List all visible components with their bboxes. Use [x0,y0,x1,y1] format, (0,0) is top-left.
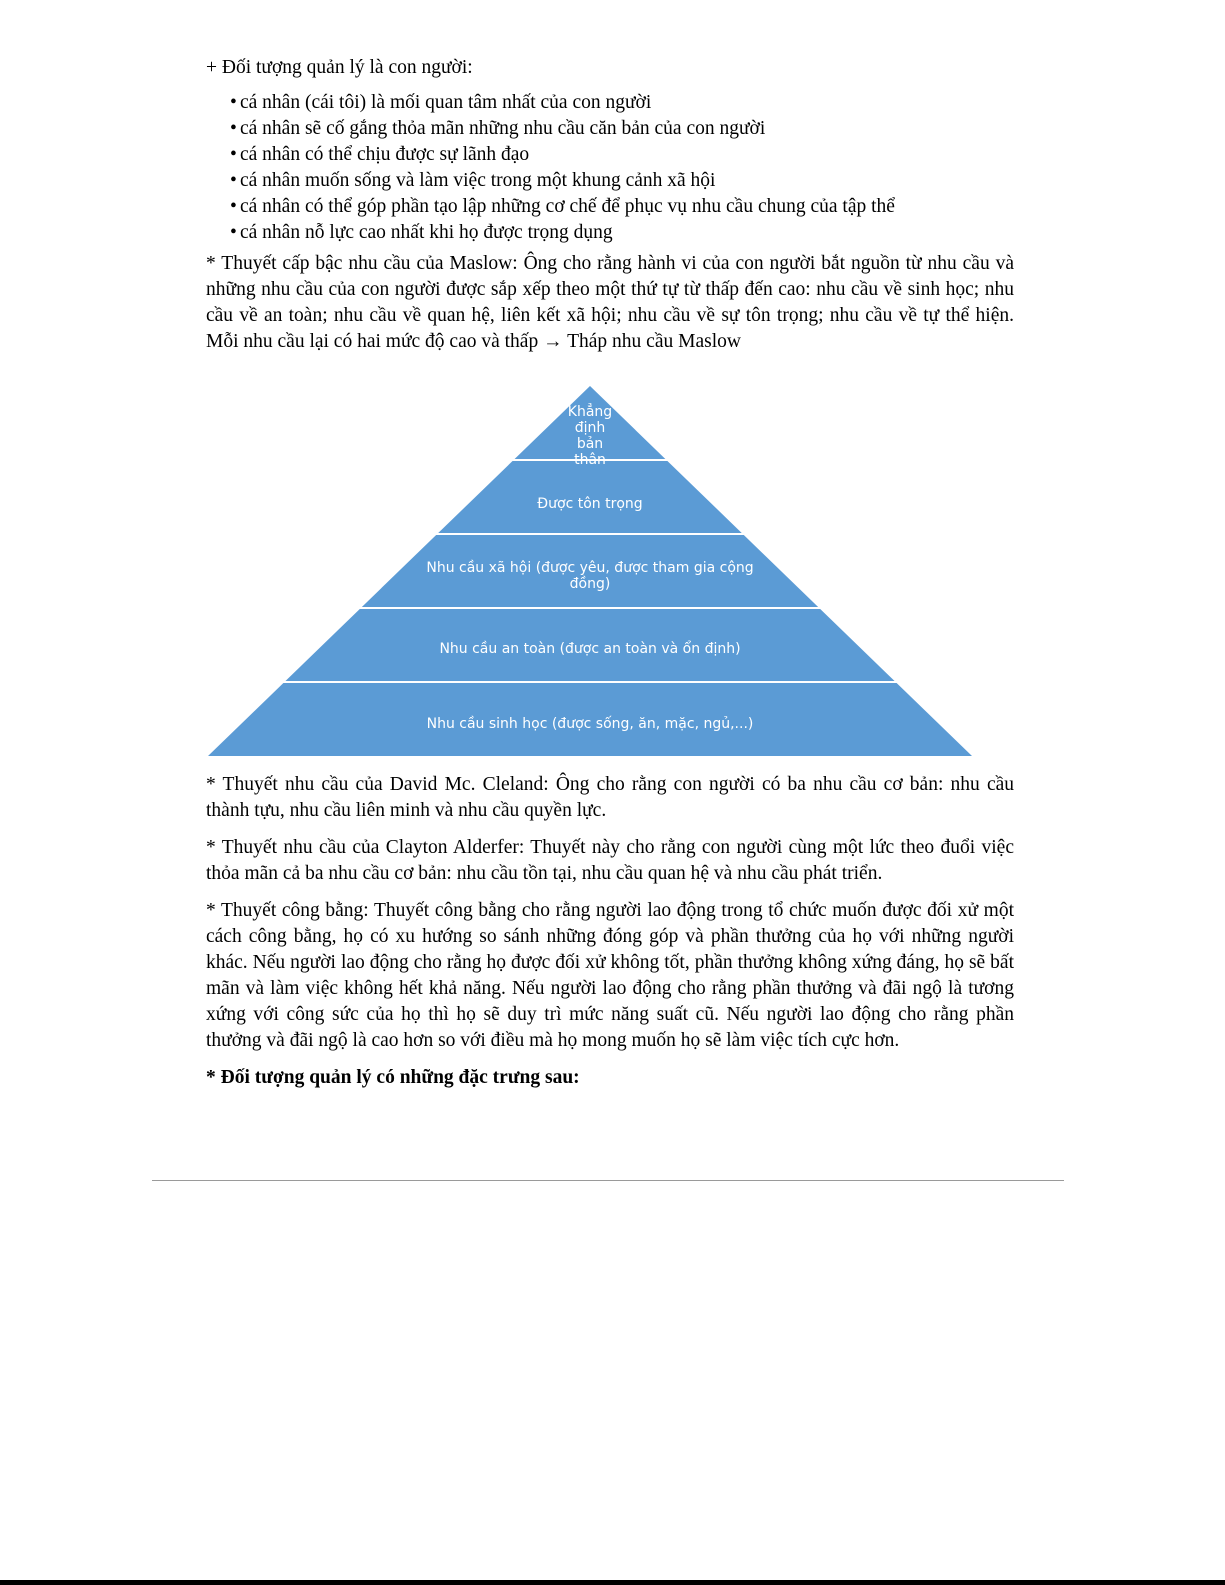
maslow-pyramid [206,366,1014,758]
pyramid-level-3: Nhu cầu xã hội (được yêu, được tham gia cộng đồng) [426,560,754,592]
bullet-item: • cá nhân có thể chịu được sự lãnh đạo [230,142,1014,168]
pyramid-level-base: Nhu cầu sinh học (được sống, ăn, mặc, ngủ,...) [426,716,754,732]
alderfer-paragraph: * Thuyết nhu cầu của Clayton Alderfer: Thuyết này cho rằng con người cùng một lức theo đuổi việc thỏa mãn cả ba nhu cầu cơ bản: nhu cầu tồn tại, nhu cầu quan hệ và nhu cầu phát triển. [206,837,1014,884]
page-bottom-edge [0,1580,1225,1585]
mcclelland-paragraph: * Thuyết nhu cầu của David Mc. Cleland: Ông cho rằng con người có ba nhu cầu cơ bản: nhu cầu thành tựu, nhu cầu liên minh và nhu cầu quyền lực. [206,774,1014,821]
equity-paragraph: * Thuyết công bằng: Thuyết công bằng cho rằng người lao động trong tổ chức muốn được đối xử một cách công bằng, họ có xu hướng so sánh những đóng góp và phần thưởng của họ với những người khác. Nếu người lao động cho rằng họ được đối xử không tốt, phần thưởng không xứng đáng, họ sẽ bất mãn và làm việc không hết khả năng. Nếu người lao động cho rằng phần thưởng và đãi ngộ là tương xứng với công sức của họ thì họ sẽ duy trì mức năng suất cũ. Nếu người lao động cho rằng phần thưởng và đãi ngộ là cao hơn so với điều mà họ mong muốn họ sẽ làm việc tích cực hơn. [206,900,1014,1051]
pyramid-level-4: Nhu cầu an toàn (được an toàn và ổn định) [439,641,741,657]
closing-heading: * Đối tượng quản lý có những đặc trưng sau: [206,1067,580,1088]
pyramid-level-top: Khẳng định bản thân [567,404,613,468]
bullet-list [230,90,1014,246]
page-separator [152,1180,1064,1181]
section-heading: + Đối tượng quản lý là con người: [206,57,473,78]
bullet-item: • cá nhân sẽ cố gắng thỏa mãn những nhu cầu căn bản của con người [230,116,1014,142]
bullet-item: • cá nhân nỗ lực cao nhất khi họ được trọng dụng [230,220,1014,246]
document-page [206,55,1014,1091]
bullet-item: • cá nhân (cái tôi) là mối quan tâm nhất của con người [230,90,1014,116]
pyramid-level-2: Được tôn trọng [537,496,643,512]
maslow-paragraph: * Thuyết cấp bậc nhu cầu của Maslow: Ông cho rằng hành vi của con người bắt nguồn từ nhu cầu và những nhu cầu của con người được sắp xếp theo một thứ tự từ thấp đến cao: nhu cầu về sinh học; nhu cầu về an toàn; nhu cầu về quan hệ, liên kết xã hội; nhu cầu về sự tôn trọng; nhu cầu về tự thể hiện. Mỗi nhu cầu lại có hai mức độ cao và thấp → Tháp nhu cầu Maslow [206,253,1014,352]
bullet-item: • cá nhân muốn sống và làm việc trong một khung cảnh xã hội [230,168,1014,194]
bullet-item: • cá nhân có thể góp phần tạo lập những cơ chế để phục vụ nhu cầu chung của tập thể [230,194,1014,220]
